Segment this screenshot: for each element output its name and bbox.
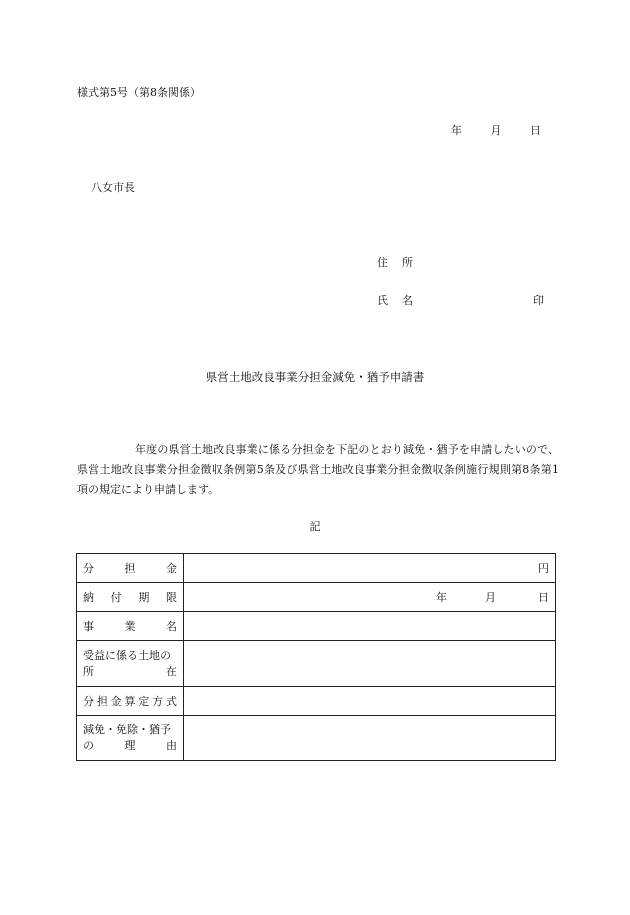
due-date-label: 納 付 期 限 <box>77 583 184 612</box>
amount-value-cell[interactable] <box>184 554 556 583</box>
reason-label: 減免・免除・猶予 の 理 由 <box>77 716 184 761</box>
seal-mark: 印 <box>533 294 544 307</box>
addressee: 八女市長 <box>91 181 135 194</box>
yen-unit: 円 <box>538 562 549 575</box>
form-number: 様式第5号（第8条関係） <box>77 86 201 99</box>
table-row-project-name <box>77 612 556 641</box>
submission-date <box>451 122 541 138</box>
table-row-land-location <box>77 641 556 687</box>
land-location-value-cell[interactable] <box>184 641 556 687</box>
document-title: 県営土地改良事業分担金減免・猶予申請書 <box>205 370 425 384</box>
reason-value-cell[interactable] <box>184 716 556 761</box>
detail-table <box>76 553 556 761</box>
body-paragraph: 年度の県営土地改良事業に係る分担金を下記のとおり減免・猶予を申請したいので、県営土地改良事業分担金徴収条例第5条及び県営土地改良事業分担金徴収条例施行規則第8条第1項の規定により申請します。 <box>77 443 559 496</box>
due-day-label: 日 <box>538 591 549 604</box>
project-name-label: 事 業 名 <box>77 612 184 641</box>
applicant-address-label <box>377 254 413 270</box>
applicant-name-label <box>377 292 413 308</box>
ki-heading: 記 <box>309 520 321 533</box>
due-date-value-cell[interactable] <box>184 583 556 612</box>
date-month-label: 月 <box>490 124 502 137</box>
table-row-reason <box>77 716 556 761</box>
table-row-amount <box>77 554 556 583</box>
date-day-label: 日 <box>530 124 541 137</box>
due-year-label: 年 <box>436 591 447 604</box>
address-char-2: 所 <box>402 256 413 269</box>
date-year-label: 年 <box>451 124 462 137</box>
land-location-label: 受益に係る土地の 所 在 <box>77 641 184 687</box>
project-name-value-cell[interactable] <box>184 612 556 641</box>
calc-method-value-cell[interactable] <box>184 687 556 716</box>
table-row-due-date <box>77 583 556 612</box>
due-month-label: 月 <box>485 591 496 604</box>
amount-label: 分 担 金 <box>77 554 184 583</box>
calc-method-label: 分 担 金 算 定 方 式 <box>77 687 184 716</box>
address-char-1: 住 <box>377 256 388 269</box>
name-char-2: 名 <box>402 294 413 307</box>
name-char-1: 氏 <box>377 294 388 307</box>
table-row-calc-method <box>77 687 556 716</box>
